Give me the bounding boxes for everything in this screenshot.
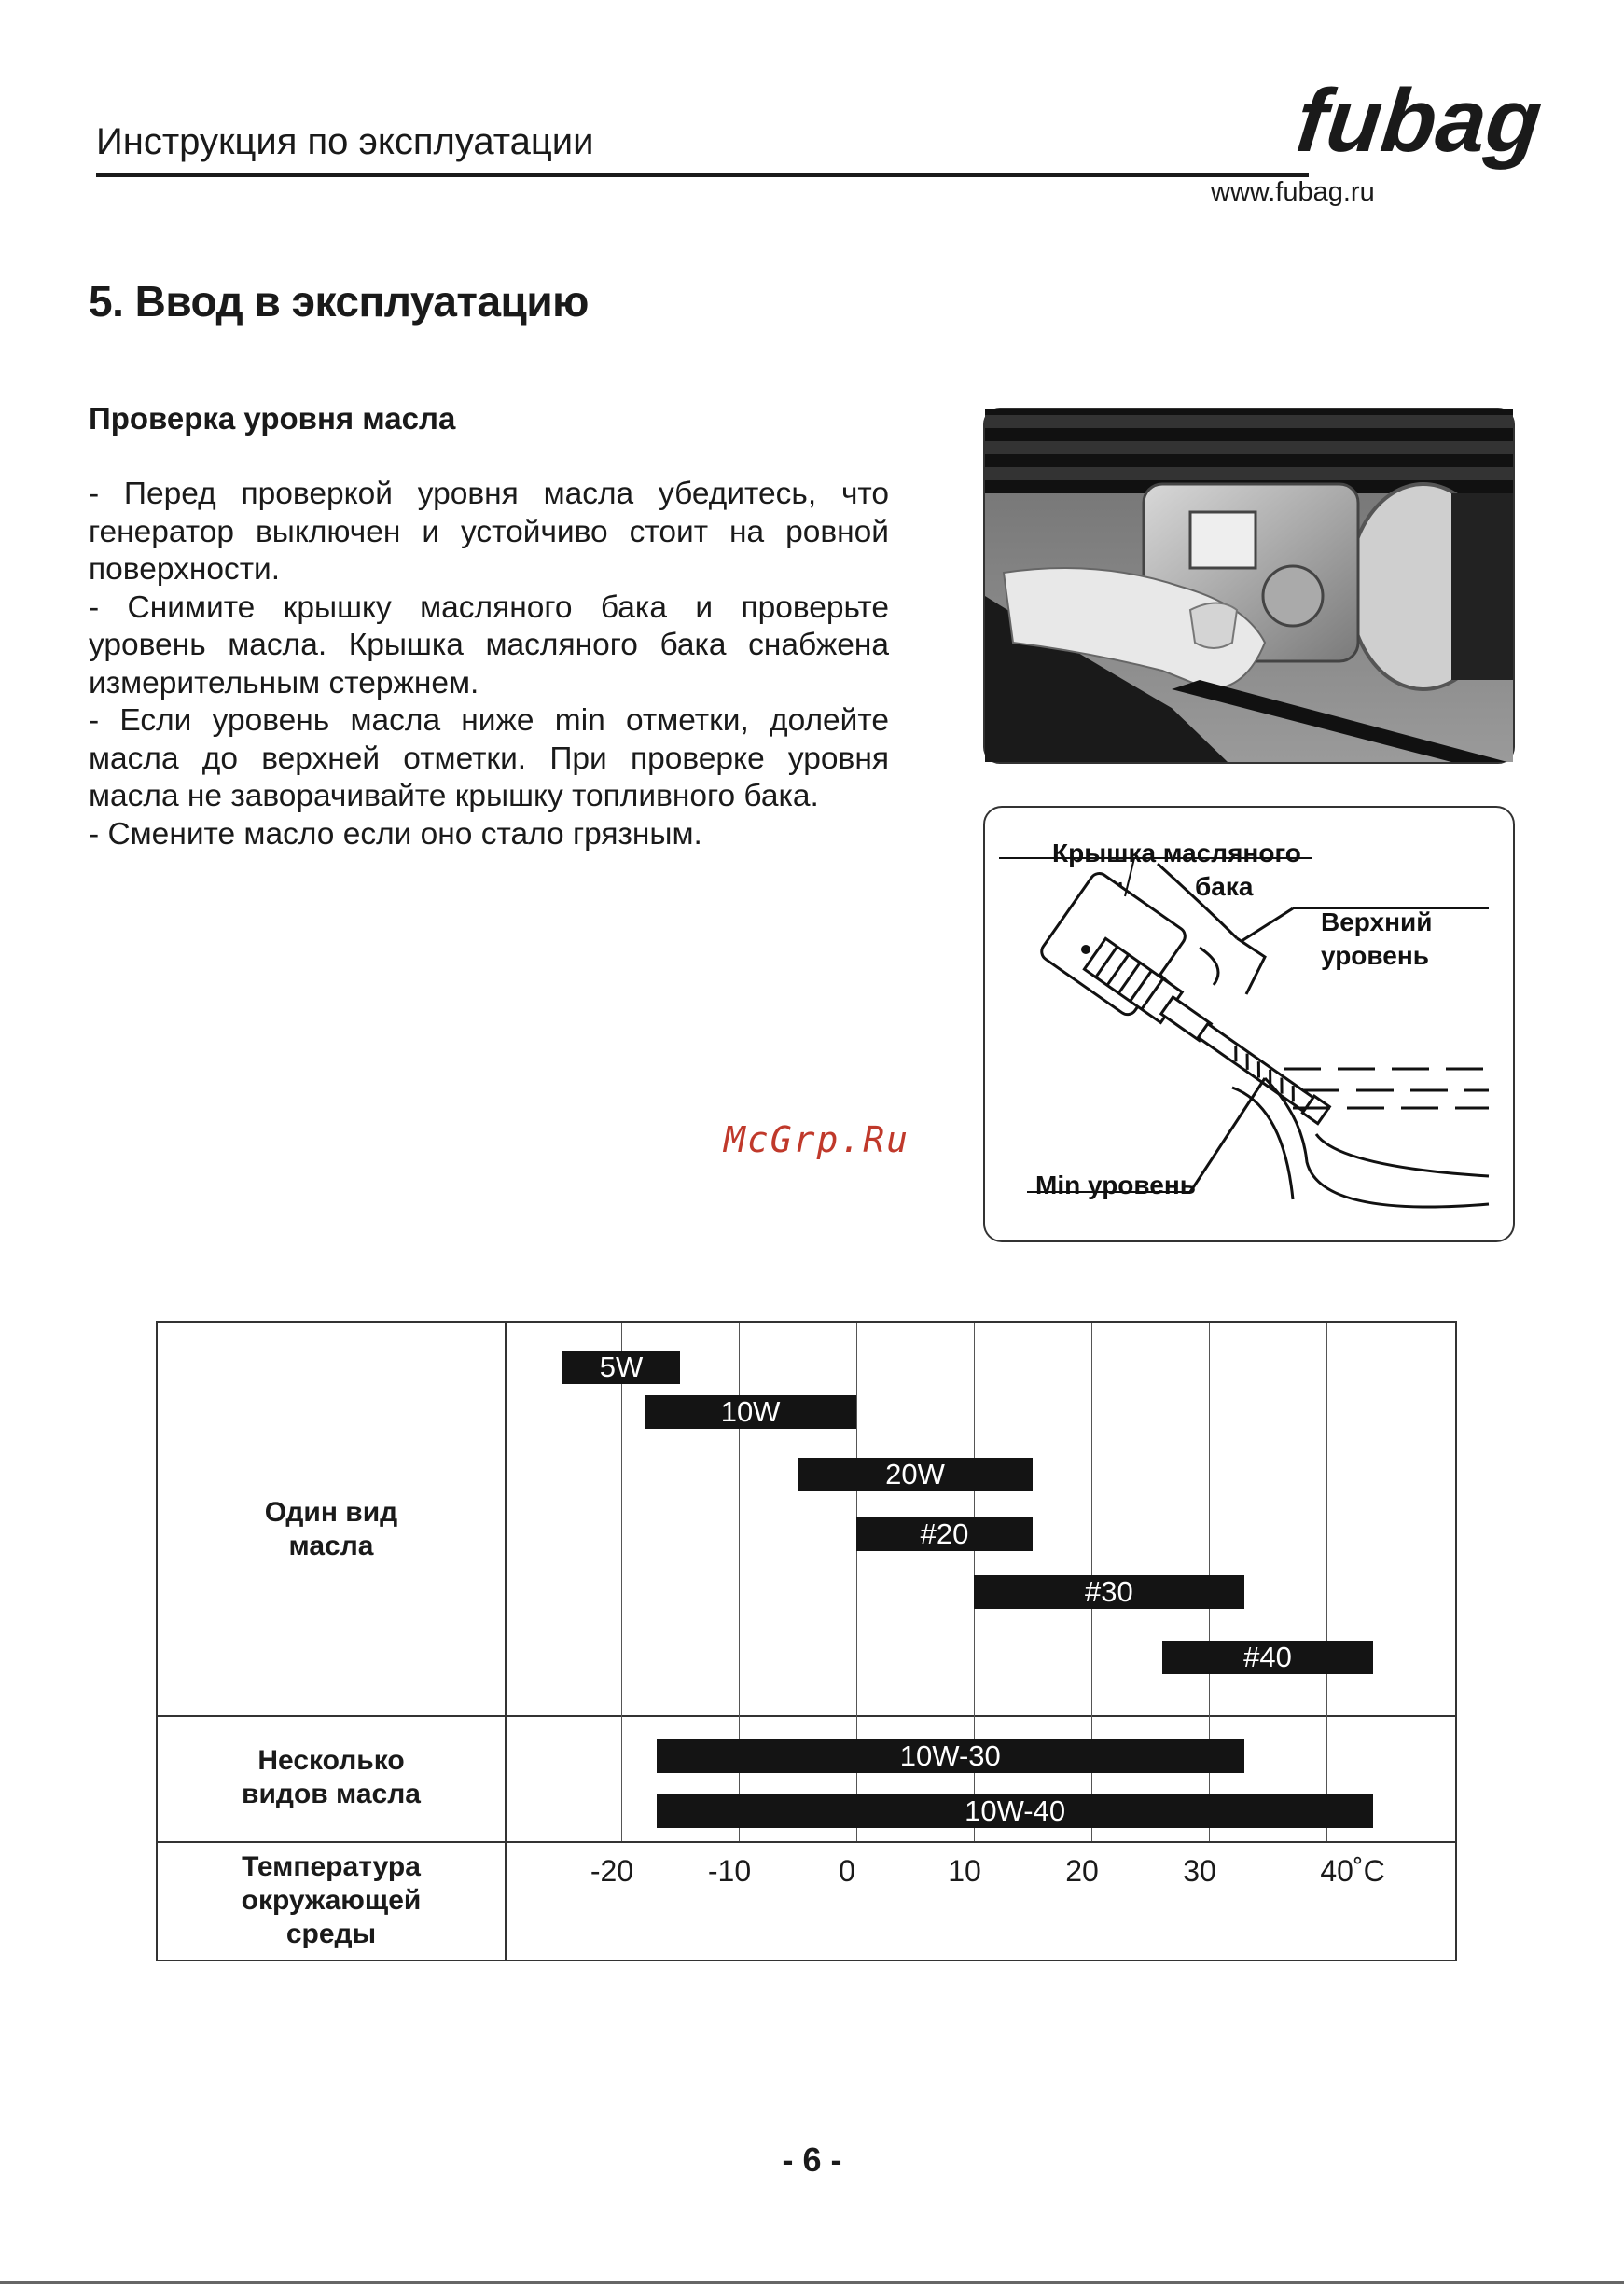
row-label-line: Один вид (264, 1497, 398, 1528)
watermark: McGrp.Ru (724, 1119, 910, 1160)
cap-marker-dot (1081, 945, 1090, 954)
oil-grade-bar: 20W (798, 1458, 1033, 1491)
subsection-title: Проверка уровня масла (89, 401, 456, 436)
logo-text: fubag (1292, 71, 1547, 171)
temperature-tick-label: 0 (839, 1854, 855, 1888)
section-title: 5. Ввод в эксплуатацию (89, 277, 589, 326)
single-grade-row-label (158, 1496, 505, 1563)
row-label-line: Несколько (257, 1745, 405, 1776)
temperature-tick-label: 20 (1065, 1854, 1099, 1888)
oil-grade-bar: 10W (645, 1395, 856, 1429)
oil-level-diagram (983, 806, 1515, 1242)
instruction-paragraph: - Перед проверкой уровня масла убедитесь, что генератор выключен и устойчиво стоит на ровной поверхности. (89, 477, 889, 587)
document-header-title: Инструкция по эксплуатации (96, 121, 594, 162)
website-link[interactable]: www.fubag.ru (1211, 177, 1375, 207)
temperature-tick-label: -20 (590, 1854, 634, 1888)
instruction-paragraph: - Если уровень масла ниже min отметки, долейте масла до верхней отметки. При проверке уровня масла не заворачивайте крышку топливного бака. (89, 703, 889, 813)
temperature-tick-label: -10 (707, 1854, 752, 1888)
min-level-label: Min уровень (1035, 1171, 1196, 1199)
oil-viscosity-chart (156, 1321, 1457, 1961)
upper-level-label: Верхний (1321, 907, 1433, 936)
temperature-tick-label: 30 (1183, 1854, 1216, 1888)
temperature-tick-label: 40˚C (1320, 1854, 1385, 1888)
oil-grade-bar: 5W (562, 1351, 680, 1384)
multi-grade-row-label (158, 1744, 505, 1811)
row-label-line: видов масла (242, 1779, 421, 1809)
row-label-line: масла (288, 1531, 374, 1561)
header-divider (96, 173, 1309, 177)
row-label-line: Температура (242, 1851, 421, 1882)
page-number: - 6 - (782, 2141, 842, 2179)
row-divider-multi-temp (158, 1841, 1455, 1843)
oil-cap-label: Крышка масляного (1052, 838, 1301, 867)
upper-level-label-line2: уровень (1321, 941, 1429, 970)
grid-line (1326, 1323, 1327, 1841)
temperature-row-label (158, 1850, 505, 1951)
oil-grade-bar: #40 (1162, 1641, 1374, 1674)
oil-grade-bar: #20 (856, 1517, 1033, 1551)
instructions-text (89, 476, 889, 853)
row-label-line: окружающей (241, 1885, 422, 1916)
instruction-paragraph: - Снимите крышку масляного бака и проверьте уровень масла. Крышка масляного бака снабжена измерительным стержнем. (89, 589, 889, 700)
generator-oil-check-photo (983, 408, 1515, 764)
fubag-logo (1292, 71, 1547, 191)
instruction-paragraph: - Смените масло если оно стало грязным. (89, 816, 702, 852)
multigrade-oil-bar: 10W-30 (657, 1739, 1244, 1773)
row-divider-single-multi (158, 1715, 1455, 1717)
row-label-line: среды (285, 1919, 377, 1949)
multigrade-oil-bar: 10W-40 (657, 1794, 1374, 1828)
oil-grade-bar: #30 (974, 1575, 1244, 1609)
oil-cap-label-line2: бака (1195, 872, 1254, 901)
label-column-divider (505, 1323, 507, 1960)
grid-line (621, 1323, 622, 1841)
temperature-tick-label: 10 (948, 1854, 981, 1888)
page-bottom-edge (0, 2281, 1624, 2284)
photo-illustration (985, 409, 1513, 762)
